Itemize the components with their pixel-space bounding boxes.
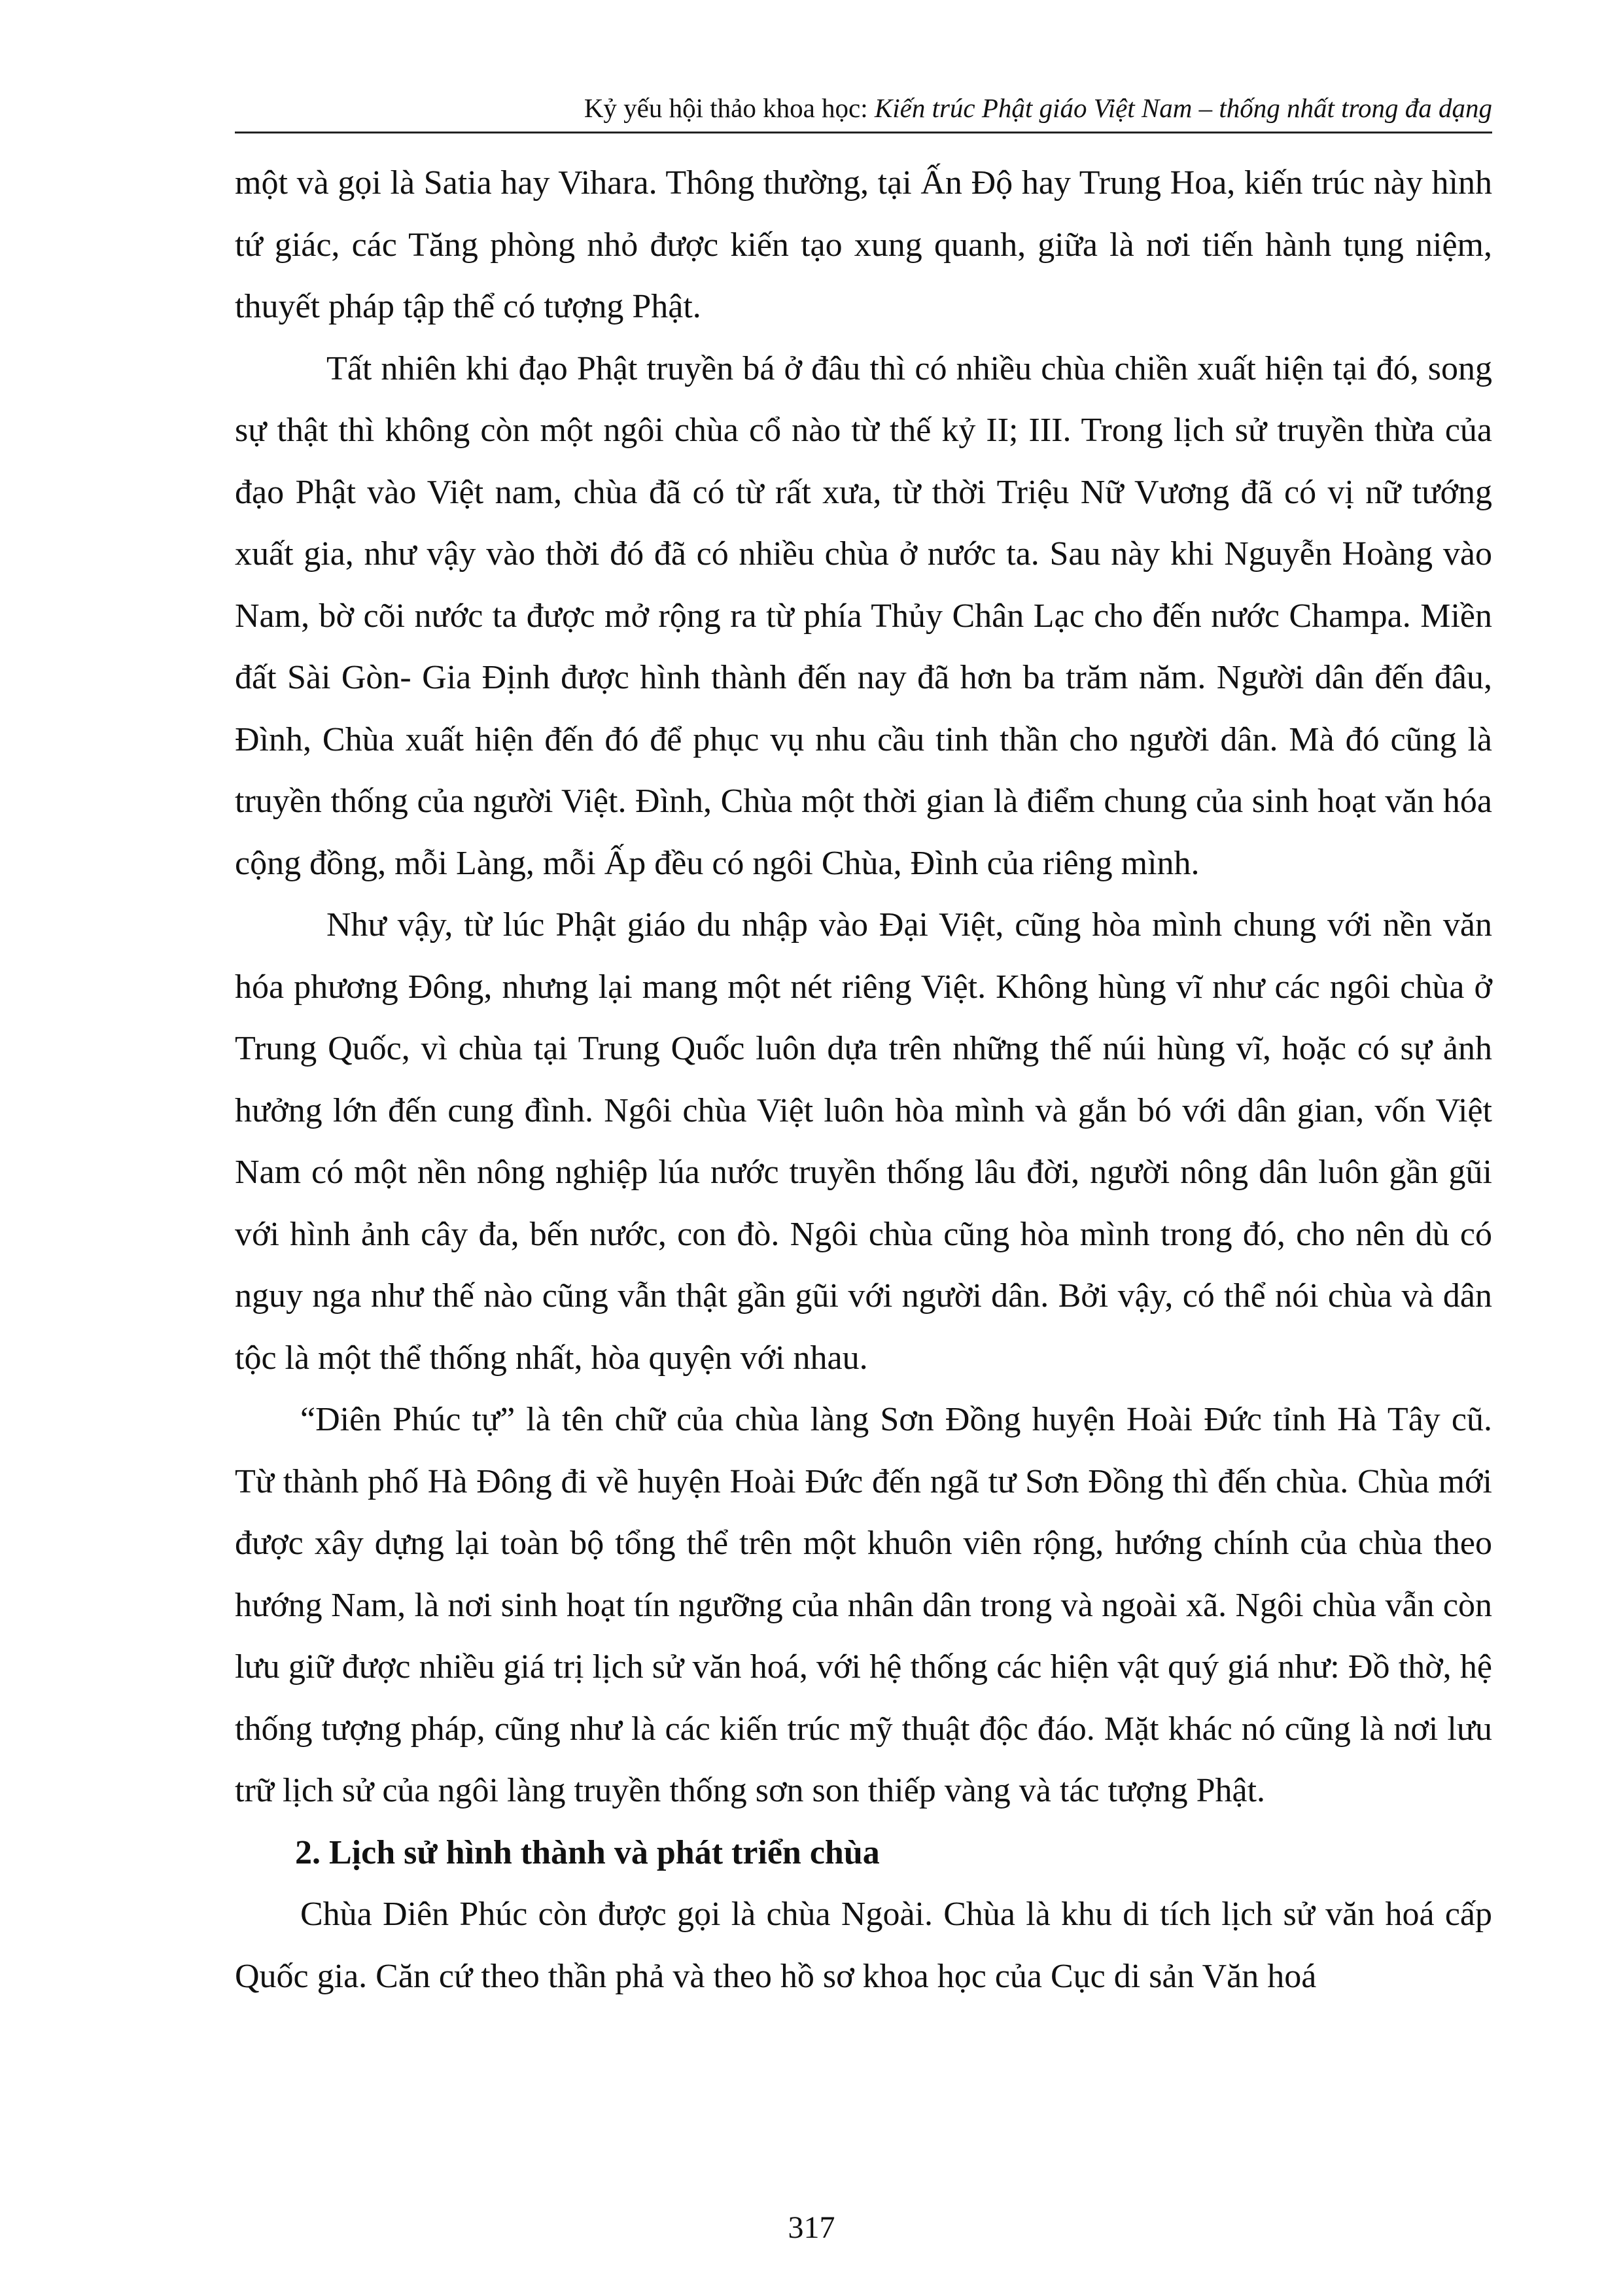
page-number: 317	[788, 2210, 835, 2245]
body-text	[235, 152, 1492, 2007]
header-prefix: Kỷ yếu hội thảo khoa học:	[584, 93, 875, 123]
header-title: Kiến trúc Phật giáo Việt Nam – thống nhất trong đa dạng	[874, 93, 1492, 123]
running-header	[235, 90, 1492, 126]
paragraph-5: Chùa Diên Phúc còn được gọi là chùa Ngoài. Chùa là khu di tích lịch sử văn hoá cấp Quốc gia. Căn cứ theo thần phả và theo hồ sơ khoa học của Cục di sản Văn hoá	[235, 1896, 1492, 1995]
paragraph-4: “Diên Phúc tự” là tên chữ của chùa làng Sơn Đồng huyện Hoài Đức tỉnh Hà Tây cũ. Từ thành phố Hà Đông đi về huyện Hoài Đức đến ngã tư Sơn Đồng thì đến chùa. Chùa mới được xây dựng lại toàn bộ tổng thể trên một khuôn viên rộng, hướng chính của chùa theo hướng Nam, là nơi sinh hoạt tín ngưỡng của nhân dân trong và ngoài xã. Ngôi chùa vẫn còn lưu giữ được nhiều giá trị lịch sử văn hoá, với hệ thống các hiện vật quý giá như: Đồ thờ, hệ thống tượng pháp, cũng như là các kiến trúc mỹ thuật độc đáo. Mặt khác nó cũng là nơi lưu trữ lịch sử của ngôi làng truyền thống sơn son thiếp vàng và tác tượng Phật.	[235, 1401, 1492, 1809]
header-rule	[235, 132, 1492, 133]
paragraph-3: Như vậy, từ lúc Phật giáo du nhập vào Đại Việt, cũng hòa mình chung với nền văn hóa phương Đông, nhưng lại mang một nét riêng Việt. Không hùng vĩ như các ngôi chùa ở Trung Quốc, vì chùa tại Trung Quốc luôn dựa trên những thế núi hùng vĩ, hoặc có sự ảnh hưởng lớn đến cung đình. Ngôi chùa Việt luôn hòa mình và gắn bó với dân gian, vốn Việt Nam có một nền nông nghiệp lúa nước truyền thống lâu đời, người nông dân luôn gần gũi với hình ảnh cây đa, bến nước, con đò. Ngôi chùa cũng hòa mình trong đó, cho nên dù có nguy nga như thế nào cũng vẫn thật gần gũi với người dân. Bởi vậy, có thể nói chùa và dân tộc là một thể thống nhất, hòa quyện với nhau.	[235, 906, 1492, 1377]
section-heading: 2. Lịch sử hình thành và phát triển chùa	[295, 1833, 880, 1871]
paragraph-2: Tất nhiên khi đạo Phật truyền bá ở đâu thì có nhiều chùa chiền xuất hiện tại đó, song sự thật thì không còn một ngôi chùa cổ nào từ thế kỷ II; III. Trong lịch sử truyền thừa của đạo Phật vào Việt nam, chùa đã có từ rất xưa, từ thời Triệu Nữ Vương đã có vị nữ tướng xuất gia, như vậy vào thời đó đã có nhiều chùa ở nước ta. Sau này khi Nguyễn Hoàng vào Nam, bờ cõi nước ta được mở rộng ra từ phía Thủy Chân Lạc cho đến nước Champa. Miền đất Sài Gòn- Gia Định được hình thành đến nay đã hơn ba trăm năm. Người dân đến đâu, Đình, Chùa xuất hiện đến đó để phục vụ nhu cầu tinh thần cho người dân. Mà đó cũng là truyền thống của người Việt. Đình, Chùa một thời gian là điểm chung của sinh hoạt văn hóa cộng đồng, mỗi Làng, mỗi Ấp đều có ngôi Chùa, Đình của riêng mình.	[235, 349, 1492, 882]
paragraph-1: một và gọi là Satia hay Vihara. Thông thường, tại Ấn Độ hay Trung Hoa, kiến trúc này hình tứ giác, các Tăng phòng nhỏ được kiến tạo xung quanh, giữa là nơi tiến hành tụng niệm, thuyết pháp tập thể có tượng Phật.	[235, 164, 1492, 325]
